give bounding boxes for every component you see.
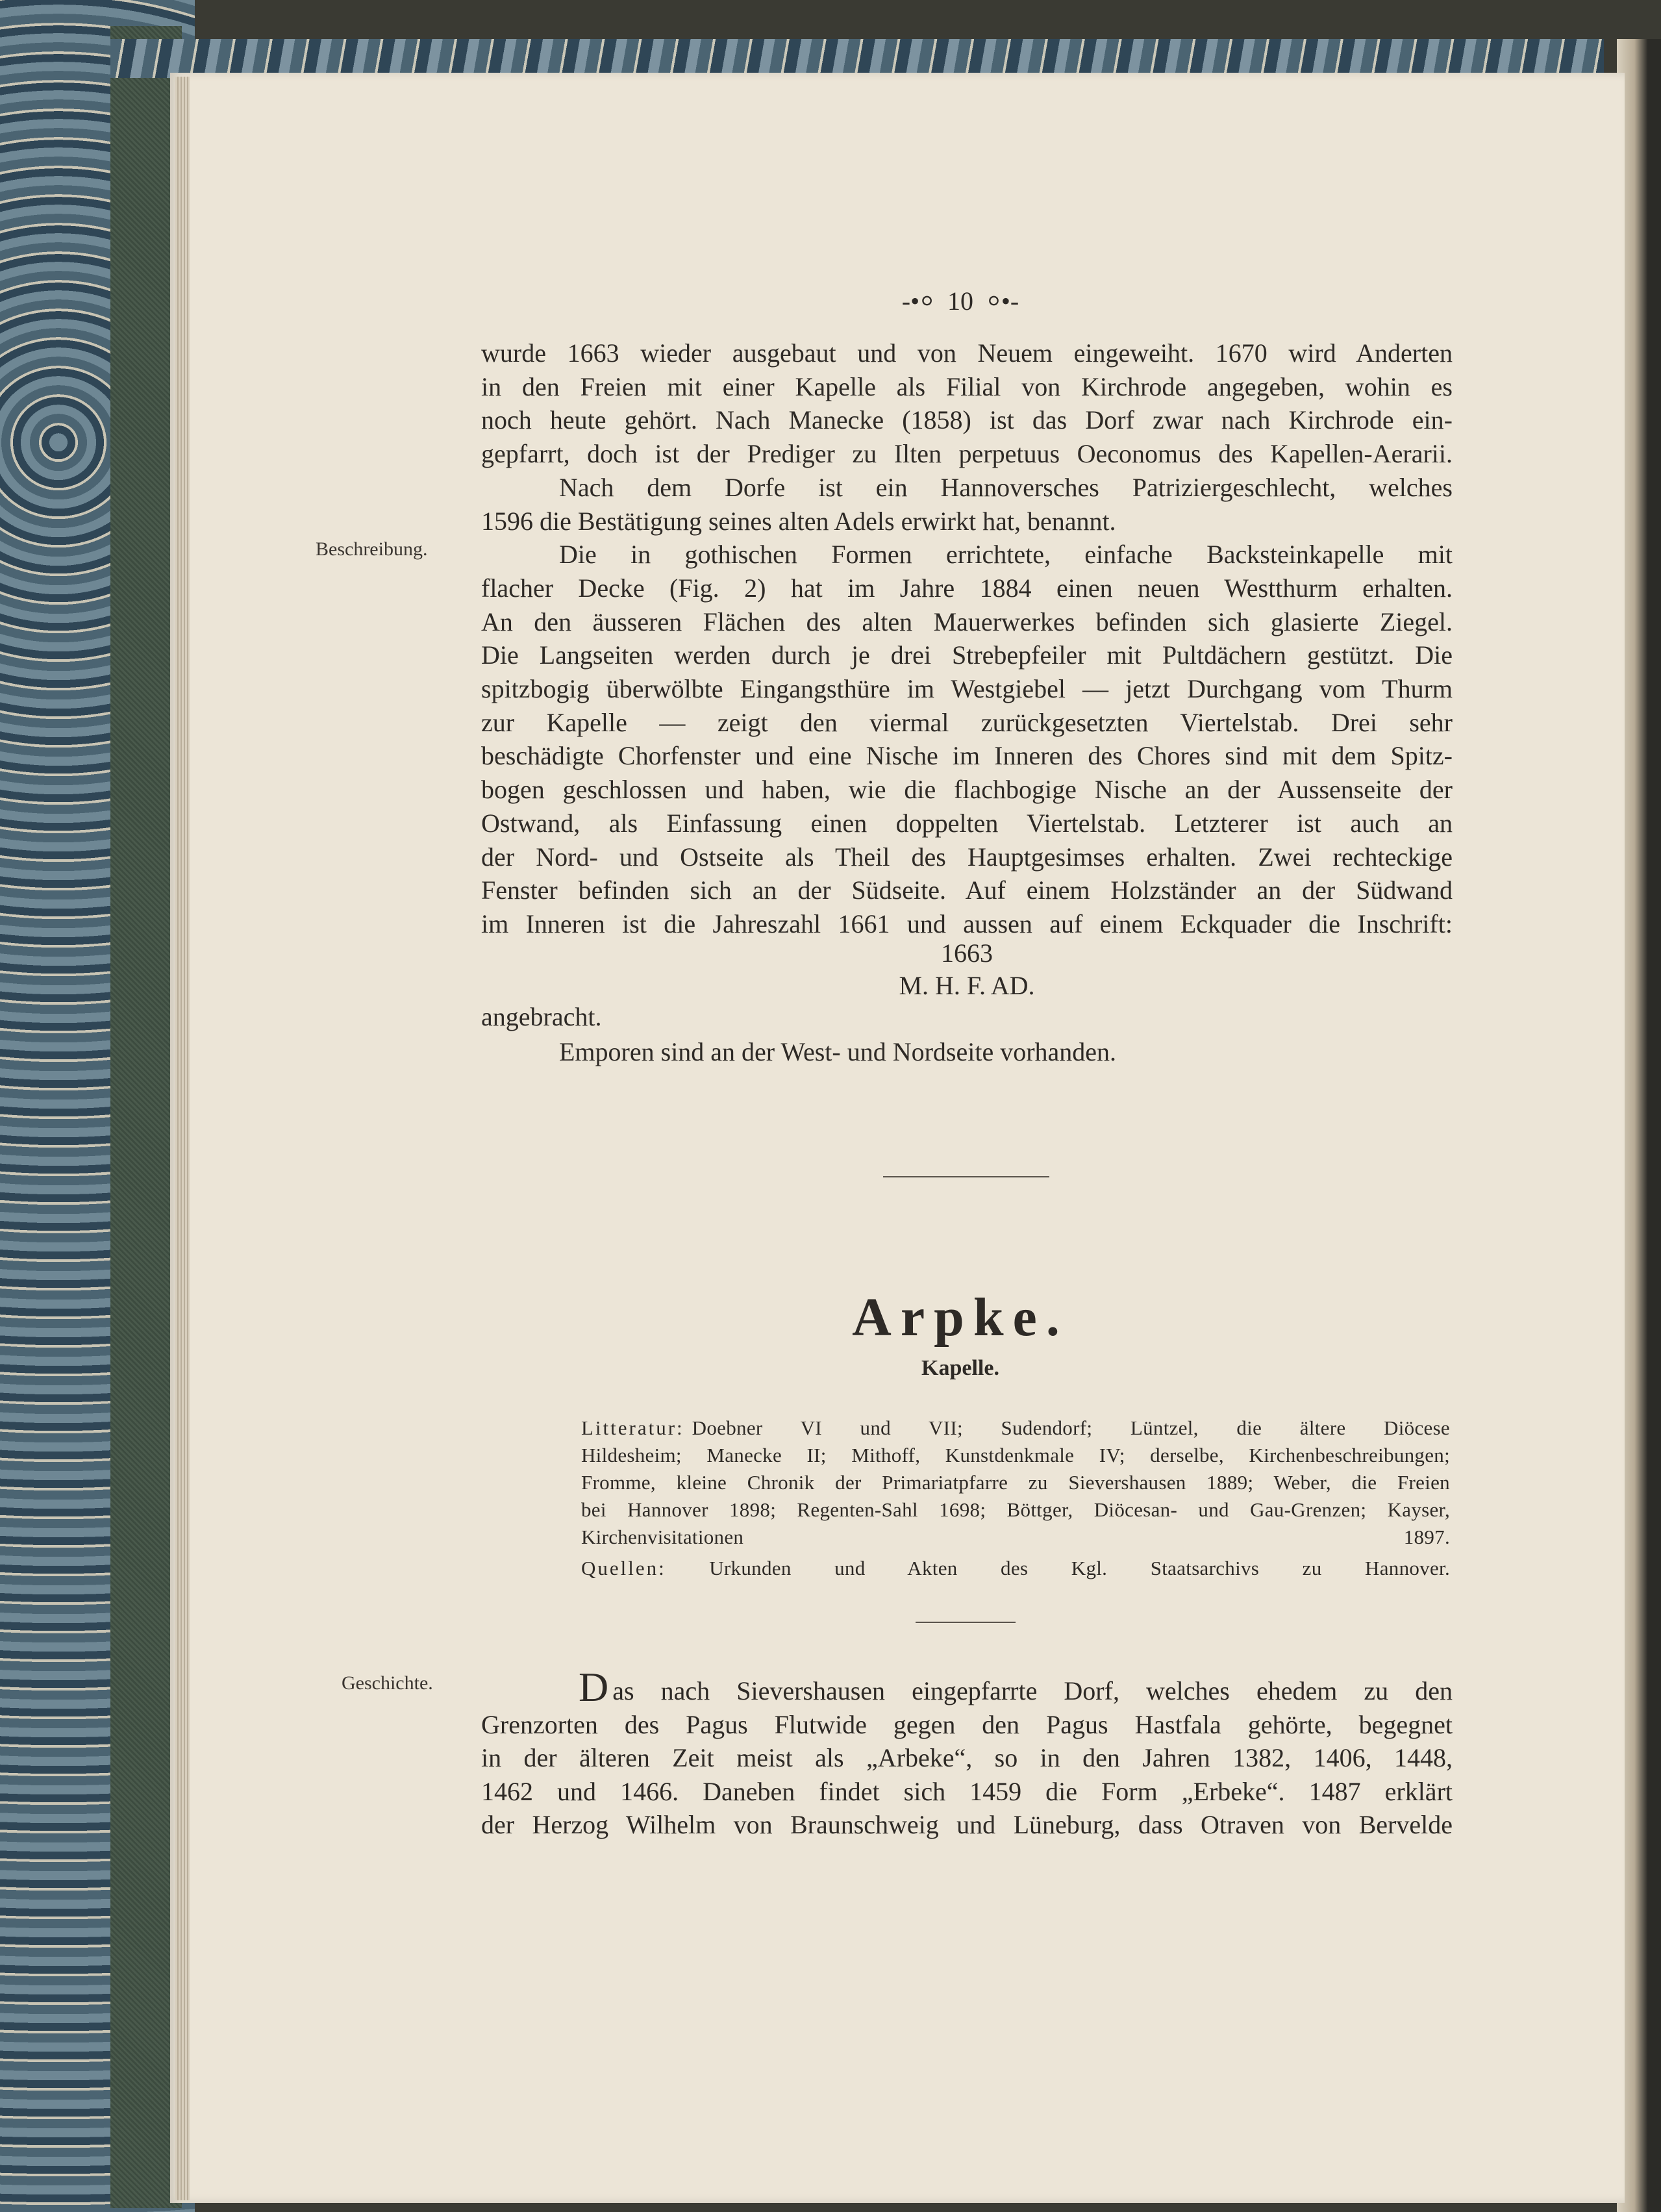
- paragraph-line: Emporen sind an der West- und Nordseite vorhanden.: [559, 1037, 1117, 1066]
- page-number: 10: [947, 286, 973, 316]
- paragraph-line: spitzbogig überwölbte Eingangsthüre im Westgiebel — jetzt Durchgang vom Thurm: [481, 674, 1453, 703]
- sources-label: Quellen:: [581, 1557, 666, 1579]
- paragraph-line: 1596 die Bestätigung seines alten Adels erwirkt hat, benannt.: [481, 506, 1116, 536]
- margin-note-beschreibung: Beschreibung.: [316, 538, 428, 560]
- literature-line: [581, 1414, 1450, 1442]
- drop-cap: D: [579, 1664, 609, 1710]
- paragraph-line: flacher Decke (Fig. 2) hat im Jahre 1884 einen neuen Westthurm erhalten.: [481, 573, 1453, 603]
- margin-note-geschichte: Geschichte.: [342, 1672, 433, 1694]
- paragraph-line: im Inneren ist die Jahreszahl 1661 und aussen auf einem Eckquader die Inschrift:: [481, 909, 1453, 938]
- paragraph-line: gepfarrt, doch ist der Prediger zu Ilten perpetuus Oeconomus des Kapellen-Aerarii.: [481, 439, 1453, 469]
- sources-line: [581, 1555, 1450, 1582]
- paragraph-line: angebracht.: [481, 1002, 602, 1031]
- paragraph-line: Die in gothischen Formen errichtete, einfache Backsteinkapelle mit: [559, 540, 1453, 570]
- paragraph-line: bogen geschlossen und haben, wie die flachbogige Nische an der Aussenseite der: [481, 775, 1453, 805]
- literature-line: Kirchenvisitationen 1897.: [581, 1526, 1450, 1548]
- paragraph-line: Die Langseiten werden durch je drei Strebepfeiler mit Pultdächern gestützt. Die: [481, 640, 1453, 670]
- paragraph-line: der Herzog Wilhelm von Braunschweig und Lüneburg, dass Otraven von Bervelde: [481, 1810, 1453, 1839]
- section-divider: [916, 1622, 1016, 1623]
- page-leaves: [175, 77, 190, 2200]
- inscription-year: 1663: [941, 938, 993, 968]
- paragraph-line: in der älteren Zeit meist als „Arbeke“, so in den Jahren 1382, 1406, 1448,: [481, 1743, 1453, 1772]
- ornament-left-icon: -•⸰: [901, 286, 934, 316]
- paragraph-line: Fenster befinden sich an der Südseite. Auf einem Holzständer an der Südwand: [481, 875, 1453, 905]
- paragraph-text: as nach Sievershausen eingepfarrte Dorf, welches ehedem zu den: [612, 1676, 1453, 1705]
- paragraph-line: in den Freien mit einer Kapelle als Filial von Kirchrode angegeben, wohin es: [481, 371, 1453, 401]
- literature-label: Litteratur:: [581, 1416, 684, 1439]
- paragraph-line: 1462 und 1466. Daneben findet sich 1459 die Form „Erbeke“. 1487 erklärt: [481, 1776, 1453, 1806]
- paragraph-line: [481, 1664, 1453, 1710]
- paragraph-line: Ostwand, als Einfassung einen doppelten Viertelstab. Letzterer ist auch an: [481, 808, 1453, 838]
- paragraph-line: noch heute gehört. Nach Manecke (1858) ist das Dorf zwar nach Kirchrode ein-: [481, 405, 1453, 435]
- inscription-letters: M. H. F. AD.: [899, 971, 1035, 1000]
- paragraph-line: Nach dem Dorfe ist ein Hannoversches Patriziergeschlecht, welches: [559, 472, 1453, 502]
- marbled-top-edge: [110, 39, 1604, 78]
- literature-line: Hildesheim; Manecke II; Mithoff, Kunstdenkmale IV; derselbe, Kirchenbeschreibungen;: [581, 1444, 1450, 1466]
- section-title: Arpke.: [852, 1287, 1069, 1348]
- paragraph-line: zur Kapelle — zeigt den viermal zurückgesetzten Viertelstab. Drei sehr: [481, 707, 1453, 737]
- sources-text: Urkunden und Akten des Kgl. Staatsarchivs zu Hannover.: [709, 1557, 1450, 1579]
- ornament-right-icon: ⸰•-: [986, 286, 1019, 316]
- paragraph-line: An den äusseren Flächen des alten Mauerwerkes befinden sich glasierte Ziegel.: [481, 607, 1453, 636]
- paragraph-line: der Nord- und Ostseite als Theil des Hauptgesimses erhalten. Zwei rechteckige: [481, 842, 1453, 872]
- page-header: [830, 282, 1090, 318]
- literature-line: Fromme, kleine Chronik der Primariatpfarre zu Sievershausen 1889; Weber, die Freien: [581, 1471, 1450, 1494]
- paragraph-line: beschädigte Chorfenster und eine Nische im Inneren des Chores sind mit dem Spitz-: [481, 741, 1453, 771]
- literature-text: Doebner VI und VII; Sudendorf; Lüntzel, die ältere Diöcese: [692, 1416, 1450, 1439]
- paragraph-line: Grenzorten des Pagus Flutwide gegen den Pagus Hastfala gehörte, begegnet: [481, 1709, 1453, 1739]
- section-divider: [883, 1176, 1049, 1177]
- literature-line: bei Hannover 1898; Regenten-Sahl 1698; Böttger, Diöcesan- und Gau-Grenzen; Kayser,: [581, 1498, 1450, 1521]
- section-subtitle: Kapelle.: [921, 1356, 999, 1380]
- paragraph-line: wurde 1663 wieder ausgebaut und von Neuem eingeweiht. 1670 wird Anderten: [481, 338, 1453, 368]
